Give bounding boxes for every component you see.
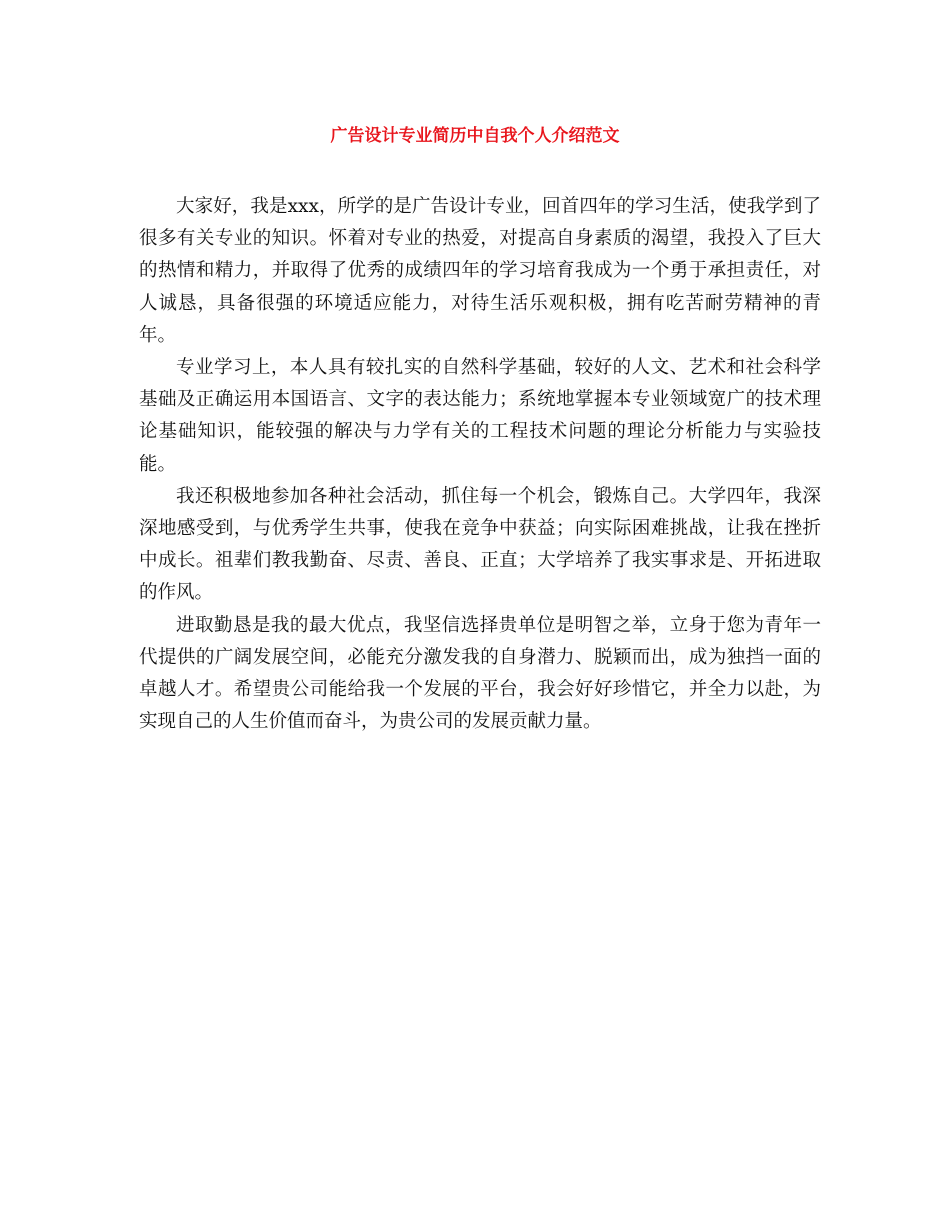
paragraph: 进取勤恳是我的最大优点，我坚信选择贵单位是明智之举，立身于您为青年一代提供的广阔发展空间，必能充分激发我的自身潜力、脱颖而出，成为独挡一面的卓越人才。希望贵公司能给我一个发展的平台，我会好好珍惜它，并全力以赴，为实现自己的人生价值而奋斗，为贵公司的发展贡献力量。 [139, 614, 821, 733]
document-title: 广告设计专业简历中自我个人介绍范文 [330, 126, 620, 146]
paragraph: 大家好，我是xxx，所学的是广告设计专业，回首四年的学习生活，使我学到了很多有关专业的知识。怀着对专业的热爱，对提高自身素质的渴望，我投入了巨大的热情和精力，并取得了优秀的成绩四年的学习培育我成为一个勇于承担责任，对人诚恳，具备很强的环境适应能力，对待生活乐观积极，拥有吃苦耐劳精神的青年。 [139, 196, 821, 346]
document-body [139, 191, 821, 738]
paragraph: 专业学习上，本人具有较扎实的自然科学基础，较好的人文、艺术和社会科学基础及正确运用本国语言、文字的表达能力；系统地掌握本专业领域宽广的技术理论基础知识，能较强的解决与力学有关的工程技术问题的理论分析能力与实验技能。 [139, 357, 821, 475]
paragraph: 我还积极地参加各种社会活动，抓住每一个机会，锻炼自己。大学四年，我深深地感受到，与优秀学生共事，使我在竞争中获益；向实际困难挑战，让我在挫折中成长。祖辈们教我勤奋、尽责、善良、正直；大学培养了我实事求是、开拓进取的作风。 [139, 485, 821, 604]
